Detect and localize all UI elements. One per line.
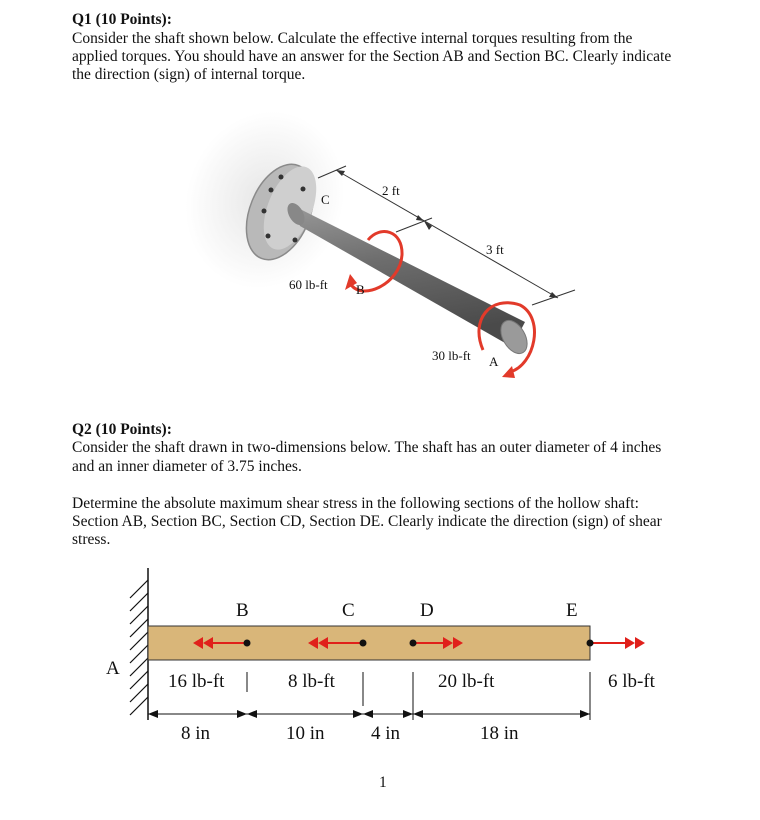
q2-torque-e: 6 lb-ft — [608, 671, 655, 692]
q2-torque-b: 16 lb-ft — [168, 671, 225, 692]
q2-shaft-figure — [0, 560, 760, 760]
q1-dim-cb: 2 ft — [382, 183, 400, 198]
page-number: 1 — [379, 774, 387, 791]
shaft-body — [290, 204, 525, 347]
q1-label-b: B — [356, 282, 365, 297]
point-c-dot — [360, 640, 367, 647]
q1-label-a: A — [489, 354, 499, 369]
q2-text-line-3: Determine the absolute maximum shear stress in the following sections of the hollow shaft: — [72, 495, 639, 512]
q1-torque-b: 60 lb-ft — [289, 277, 328, 292]
q2-label-e: E — [566, 600, 578, 621]
q2-torque-c: 8 lb-ft — [288, 671, 335, 692]
q2-heading: Q2 (10 Points): — [72, 421, 172, 438]
q2-text-line-4: Section AB, Section BC, Section CD, Section DE. Clearly indicate the direction (sign) of shear — [72, 513, 662, 530]
q1-text-line-1: Consider the shaft shown below. Calculate the effective internal torques resulting from the — [72, 30, 633, 47]
q2-label-d: D — [420, 600, 434, 621]
q1-label-c: C — [321, 192, 330, 207]
q2-label-a: A — [106, 658, 120, 679]
point-d-dot — [410, 640, 417, 647]
q2-length-ab: 8 in — [181, 723, 211, 744]
q2-length-bc: 10 in — [286, 723, 325, 744]
point-b-dot — [244, 640, 251, 647]
q2-length-de: 18 in — [480, 723, 519, 744]
q1-torque-a: 30 lb-ft — [432, 348, 471, 363]
q1-text-line-2: applied torques. You should have an answer for the Section AB and Section BC. Clearly indicate — [72, 48, 672, 65]
q1-text-line-3: the direction (sign) of internal torque. — [72, 66, 306, 83]
q1-dim-ba: 3 ft — [486, 242, 504, 257]
q2-text-line-2: and an inner diameter of 3.75 inches. — [72, 458, 302, 475]
q2-length-cd: 4 in — [371, 723, 401, 744]
q2-text-line-1: Consider the shaft drawn in two-dimensions below. The shaft has an outer diameter of 4 inches — [72, 439, 662, 456]
q2-label-c: C — [342, 600, 355, 621]
q2-text-line-5: stress. — [72, 531, 111, 548]
point-e-dot — [587, 640, 594, 647]
q1-heading: Q1 (10 Points): — [72, 11, 172, 28]
q2-label-b: B — [236, 600, 249, 621]
q2-torque-d: 20 lb-ft — [438, 671, 495, 692]
